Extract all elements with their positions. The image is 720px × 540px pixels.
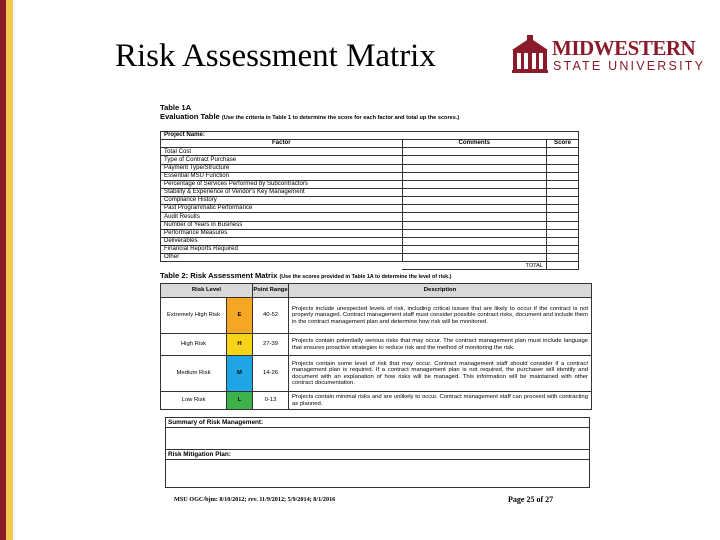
factor-comment-cell [402, 148, 546, 156]
description-header: Description [289, 284, 592, 298]
logo-name: MIDWESTERN [552, 36, 696, 60]
table-header-row [161, 140, 579, 148]
factor-comment-cell [402, 213, 546, 221]
risk-matrix-table [160, 283, 592, 410]
factor-name: Other [161, 254, 403, 262]
risk-point-range: 0-13 [253, 392, 289, 410]
total-row [161, 262, 579, 270]
factor-score-cell [547, 148, 579, 156]
factor-score-cell [547, 205, 579, 213]
risk-point-range: 27-39 [253, 334, 289, 356]
risk-level: Medium Risk [161, 356, 227, 392]
factor-row [161, 213, 579, 221]
factor-score-cell [547, 188, 579, 196]
total-spacer [161, 262, 403, 270]
risk-code: L [227, 392, 253, 410]
risk-code: E [227, 298, 253, 334]
total-label: TOTAL [402, 262, 546, 270]
total-score-cell [547, 262, 579, 270]
factor-name: Essential MSU Function [161, 172, 403, 180]
logo-subtitle: STATE UNIVERSITY [553, 59, 706, 73]
factor-name: Type of Contract Purchase [161, 156, 403, 164]
table2-caption: Table 2: Risk Assessment Matrix (Use the scores provided in Table 1A to determine the level of risk.) [160, 271, 452, 280]
msu-logo [512, 35, 706, 77]
factor-comment-cell [402, 164, 546, 172]
factor-comment-cell [402, 221, 546, 229]
building-icon [512, 35, 548, 73]
factor-score-cell [547, 254, 579, 262]
summary-table [165, 417, 590, 488]
factor-comment-cell [402, 229, 546, 237]
factor-score-cell [547, 164, 579, 172]
document-page [157, 100, 595, 512]
factor-score-cell [547, 180, 579, 188]
factor-comment-cell [402, 188, 546, 196]
mitigation-box [166, 460, 590, 488]
factor-score-cell [547, 221, 579, 229]
factor-comment-cell [402, 156, 546, 164]
risk-row [161, 392, 592, 410]
factor-name: Percentage of Services Performed by Subcontractors [161, 180, 403, 188]
factor-score-cell [547, 156, 579, 164]
factor-row [161, 164, 579, 172]
risk-row [161, 298, 592, 334]
risk-row [161, 334, 592, 356]
factor-row [161, 229, 579, 237]
table1a-caption: Evaluation Table (Use the criteria in Table 1 to determine the score for each factor and total up the scores.) [160, 112, 460, 121]
factor-score-cell [547, 245, 579, 253]
factor-comment-cell [402, 245, 546, 253]
summary-label: Summary of Risk Management: [166, 418, 590, 428]
evaluation-table [160, 131, 579, 270]
factor-name: Past Programmatic Performance [161, 205, 403, 213]
factor-name: Number of Years in Business [161, 221, 403, 229]
factor-row [161, 188, 579, 196]
factor-name: Performance Measures [161, 229, 403, 237]
factor-name: Deliverables [161, 237, 403, 245]
risk-level: Low Risk [161, 392, 227, 410]
factor-comment-cell [402, 205, 546, 213]
risk-description: Projects include unexpected levels of risk, including critical issues that are likely to occur if the contract is not properly managed. Contract management staff must consider possible contract risks, document and include them in the contract management plan and determine how risk will be monitored. [289, 298, 592, 334]
factor-comment-cell [402, 172, 546, 180]
factor-comment-cell [402, 197, 546, 205]
risk-point-range: 40-52 [253, 298, 289, 334]
slide-title: Risk Assessment Matrix [115, 38, 436, 74]
factor-name: Stability & Experience of Vendor's Key Management [161, 188, 403, 196]
point-range-header: Point Range [253, 284, 289, 298]
factor-row [161, 148, 579, 156]
risk-description: Projects contain some level of risk that may occur. Contract management staff should consider if a contract management plan is required. If a contract management plan is not required, the purchaser will identify and document with an explanation of how risks will be managed. This information will be maintained with other contract documentation. [289, 356, 592, 392]
factor-score-cell [547, 229, 579, 237]
factor-row [161, 205, 579, 213]
risk-level: Extremely High Risk [161, 298, 227, 334]
factor-name: Compliance History [161, 197, 403, 205]
risk-description: Projects contain potentially serious risks that may occur. The contract management plan must include language that ensures proactive strategies to reduce risk and the method of monitoring the risk. [289, 334, 592, 356]
risk-header-row [161, 284, 592, 298]
factor-row [161, 254, 579, 262]
footer-revision: MSU OGC/bjm: 8/10/2012; rev. 11/9/2012; 5/9/2014; 8/1/2016 [174, 496, 336, 503]
factor-name: Financial Reports Required [161, 245, 403, 253]
risk-level-header: Risk Level [161, 284, 253, 298]
risk-point-range: 14-26 [253, 356, 289, 392]
factor-comment-cell [402, 254, 546, 262]
factor-name: Payment Type/Structure [161, 164, 403, 172]
footer-page-number: Page 25 of 27 [508, 495, 554, 504]
factor-row [161, 156, 579, 164]
factor-header: Factor [161, 140, 403, 148]
factor-score-cell [547, 213, 579, 221]
risk-level: High Risk [161, 334, 227, 356]
comments-header: Comments [402, 140, 546, 148]
risk-row [161, 356, 592, 392]
risk-code: H [227, 334, 253, 356]
risk-description: Projects contain minimal risks and are unlikely to occur. Contract management staff can proceed with contracting as planned. [289, 392, 592, 410]
risk-code: M [227, 356, 253, 392]
factor-row [161, 245, 579, 253]
factor-score-cell [547, 197, 579, 205]
factor-comment-cell [402, 180, 546, 188]
factor-name: Total Cost [161, 148, 403, 156]
factor-score-cell [547, 237, 579, 245]
factor-score-cell [547, 172, 579, 180]
factor-comment-cell [402, 237, 546, 245]
factor-name: Audit Results [161, 213, 403, 221]
left-accent-stripe [6, 0, 13, 540]
score-header: Score [547, 140, 579, 148]
table1a-label: Table 1A [160, 103, 192, 112]
factor-row [161, 221, 579, 229]
project-name-row: Project Name: [161, 132, 579, 140]
summary-box [166, 428, 590, 450]
mitigation-label: Risk Mitigation Plan: [166, 450, 590, 460]
